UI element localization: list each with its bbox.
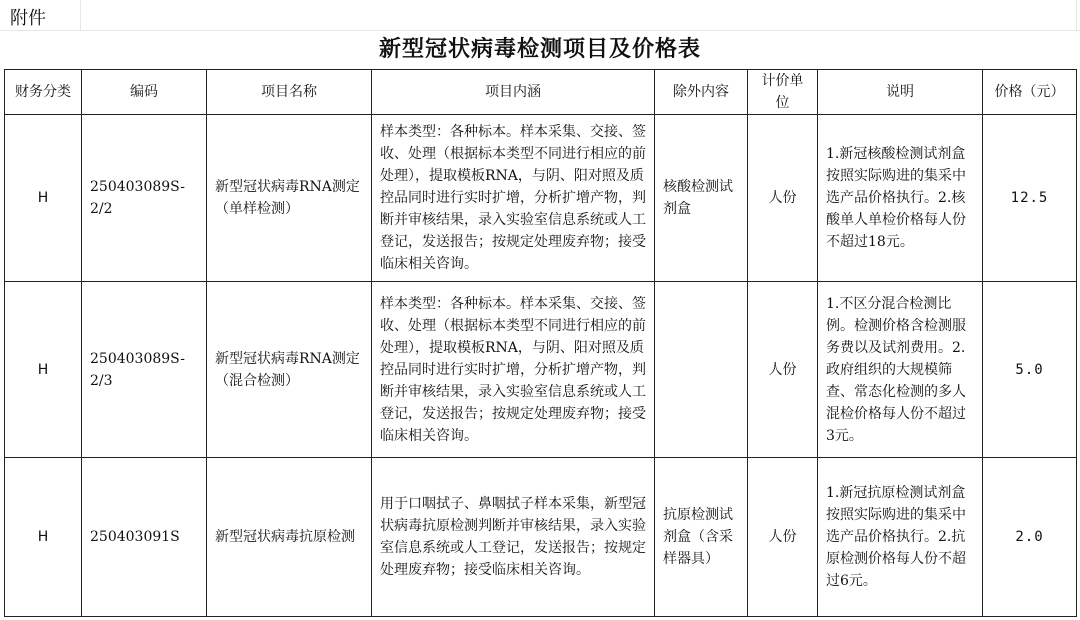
cell-category: H [5,115,82,282]
cell-name: 新型冠状病毒RNA测定（混合检测） [207,282,372,458]
column-header-content: 项目内涵 [372,70,655,115]
cell-name: 新型冠状病毒抗原检测 [207,458,372,617]
cell-code: 250403089S-2/3 [82,282,207,458]
cell-name: 新型冠状病毒RNA测定（单样检测） [207,115,372,282]
cell-notes: 1.不区分混合检测比例。检测价格含检测服务费以及试剂费用。2.政府组织的大规模筛查、常态化检测的多人混检价格每人份不超过3元。 [818,282,983,458]
table-row [5,115,1077,282]
cell-notes: 1.新冠核酸检测试剂盒按照实际购进的集采中选产品价格执行。2.核酸单人单检价格每人份不超过18元。 [818,115,983,282]
table-row [5,458,1077,617]
cell-content: 样本类型：各种标本。样本采集、交接、签收、处理（根据标本类型不同进行相应的前处理），提取模板RNA，与阴、阳对照及质控品同时进行实时扩增，分析扩增产物，判断并审核结果，录入实验室信息系统或人工登记，发送报告；按规定处理废弃物；接受临床相关咨询。 [372,282,655,458]
cell-unit: 人份 [748,115,818,282]
cell-excluded: 抗原检测试剂盒（含采样器具） [655,458,748,617]
cell-unit: 人份 [748,458,818,617]
spreadsheet-gridlines [0,0,1080,31]
column-header-unit: 计价单位 [748,70,818,115]
attachment-label: 附件 [10,8,46,29]
cell-excluded: 核酸检测试剂盒 [655,115,748,282]
table-row [5,282,1077,458]
page-title: 新型冠状病毒检测项目及价格表 [378,36,701,62]
cell-category: H [5,458,82,617]
cell-content: 样本类型：各种标本。样本采集、交接、签收、处理（根据标本类型不同进行相应的前处理），提取模板RNA，与阴、阳对照及质控品同时进行实时扩增，分析扩增产物，判断并审核结果，录入实验室信息系统或人工登记，发送报告；按规定处理废弃物；接受临床相关咨询。 [372,115,655,282]
cell-price: 2.0 [983,458,1077,617]
column-header-name: 项目名称 [207,70,372,115]
column-header-excluded: 除外内容 [655,70,748,115]
column-header-category: 财务分类 [5,70,82,115]
price-table [4,69,1077,617]
column-header-price: 价格（元） [983,70,1077,115]
cell-unit: 人份 [748,282,818,458]
cell-content: 用于口咽拭子、鼻咽拭子样本采集，新型冠状病毒抗原检测判断并审核结果，录入实验室信息系统或人工登记，发送报告；按规定处理废弃物；接受临床相关咨询。 [372,458,655,617]
cell-price: 5.0 [983,282,1077,458]
cell-category: H [5,282,82,458]
cell-notes: 1.新冠抗原检测试剂盒按照实际购进的集采中选产品价格执行。2.抗原检测价格每人份不超过6元。 [818,458,983,617]
cell-code: 250403089S-2/2 [82,115,207,282]
column-header-code: 编码 [82,70,207,115]
cell-price: 12.5 [983,115,1077,282]
cell-excluded [655,282,748,458]
cell-code: 250403091S [82,458,207,617]
table-header-row [5,70,1077,115]
column-header-notes: 说明 [818,70,983,115]
